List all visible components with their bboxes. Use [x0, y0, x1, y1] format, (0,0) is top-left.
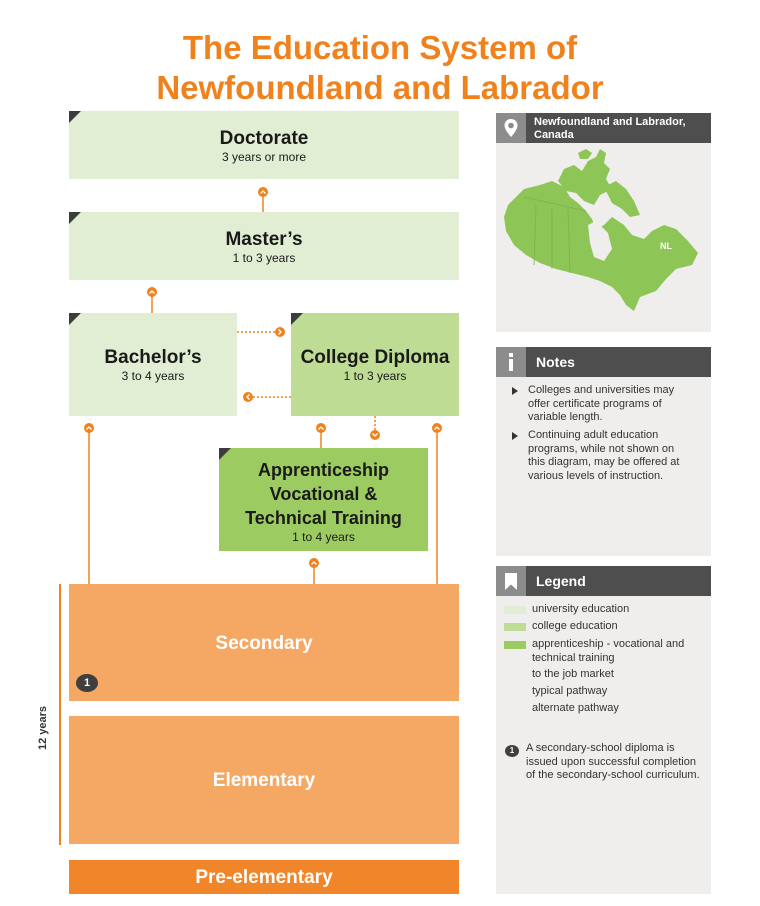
- doctorate-box: [69, 111, 459, 179]
- apprenticeship-name-1: Apprenticeship: [257, 460, 390, 480]
- note-2-line-2: programs, while not shown on: [528, 442, 675, 455]
- apprenticeship-duration: 1 to 4 years: [292, 530, 355, 544]
- job-market-icon: [291, 313, 303, 325]
- apprenticeship-box: [219, 448, 428, 551]
- footnote-line-3: of the secondary-school curriculum.: [526, 769, 700, 781]
- title-line-1: The Education System of: [182, 29, 578, 66]
- bachelors-duration: 3 to 4 years: [121, 369, 185, 383]
- note-1-line-2: offer certificate programs of: [528, 397, 662, 410]
- marker-college-alt: [275, 327, 285, 337]
- job-market-icon: [69, 212, 81, 224]
- bachelors-name: Bachelor’s: [104, 347, 202, 368]
- secondary-box: [69, 584, 459, 701]
- pre-elementary-name: Pre-elementary: [195, 867, 333, 888]
- doctorate-name: Doctorate: [219, 128, 309, 149]
- legend-title: Legend: [536, 573, 586, 589]
- canada-map: [500, 145, 708, 317]
- masters-box: [69, 212, 459, 280]
- legend-panel-header: [496, 566, 711, 596]
- note-item: [512, 384, 697, 425]
- legend-label: typical pathway: [532, 685, 608, 697]
- legend-label: to the job market: [532, 668, 614, 680]
- marker-masters: [147, 287, 157, 297]
- marker-college-from-app: [316, 423, 326, 433]
- footnote-line-1: A secondary-school diploma is: [526, 742, 675, 754]
- university-swatch: [504, 606, 526, 614]
- baffin-shape: [604, 181, 640, 217]
- college-diploma-box: [291, 313, 459, 416]
- info-icon: [496, 347, 526, 377]
- legend-label-line-2: technical training: [532, 652, 615, 664]
- apprenticeship-swatch: [504, 641, 526, 649]
- job-market-icon: [69, 111, 81, 123]
- note-1-line-1: Colleges and universities may: [528, 384, 675, 396]
- marker-college-right: [432, 423, 442, 433]
- job-market-icon: [69, 313, 81, 325]
- legend-label: university education: [532, 603, 630, 615]
- college-name: College Diploma: [300, 347, 450, 368]
- legend-label: college education: [532, 620, 618, 632]
- note-2-line-1: Continuing adult education: [528, 429, 659, 441]
- location-pin-icon: [496, 113, 526, 143]
- secondary-name: Secondary: [215, 633, 313, 654]
- marker-apprenticeship: [309, 558, 319, 568]
- map-panel-header: [496, 113, 711, 143]
- footnote-line-2: issued upon successful completion: [526, 755, 696, 768]
- marker-bachelors-alt: [243, 392, 253, 402]
- bookmark-icon: [496, 566, 526, 596]
- map-label: NL: [660, 241, 672, 251]
- marker-bachelors-left: [84, 423, 94, 433]
- note-2-line-4: various levels of instruction.: [528, 469, 664, 482]
- footnote-badge-number: 1: [509, 746, 515, 755]
- legend-label-line-1: apprenticeship - vocational and: [532, 638, 685, 650]
- apprenticeship-name-3: Technical Training: [245, 508, 402, 528]
- bullet-triangle-icon: [512, 387, 518, 395]
- notes-title: Notes: [536, 354, 575, 370]
- footnote-badge-icon: [505, 745, 519, 757]
- title-line-2: Newfoundland and Labrador: [156, 69, 604, 106]
- legend-label: alternate pathway: [532, 702, 619, 714]
- apprenticeship-name-2: Vocational &: [269, 484, 378, 504]
- legend-footnote: [526, 742, 711, 783]
- bullet-triangle-icon: [512, 432, 518, 440]
- map-title-line-2: Canada: [534, 129, 574, 141]
- note-2-line-3: this diagram, may be offered at: [528, 456, 680, 468]
- note-1-line-3: variable length.: [528, 411, 603, 423]
- map-title-line-1: Newfoundland and Labrador,: [534, 116, 686, 128]
- page-title: [0, 28, 760, 108]
- note-item: [512, 429, 697, 483]
- years-label-text: 12 years: [37, 705, 49, 751]
- years-label: [28, 703, 58, 753]
- notes-panel-header: [496, 347, 711, 377]
- footnote-badge-icon: [76, 674, 98, 692]
- footnote-badge-number: 1: [83, 677, 91, 689]
- arctic-islands-shape-2: [578, 149, 592, 159]
- masters-duration: 1 to 3 years: [232, 251, 296, 265]
- marker-doctorate: [258, 187, 268, 197]
- job-market-icon: [219, 448, 231, 460]
- elementary-box: [69, 716, 459, 844]
- pre-elementary-box: [69, 860, 459, 894]
- bachelors-box: [69, 313, 237, 416]
- college-swatch: [504, 623, 526, 631]
- masters-name: Master’s: [225, 229, 303, 250]
- elementary-name: Elementary: [212, 770, 316, 791]
- legend-panel: [496, 566, 711, 894]
- college-duration: 1 to 3 years: [343, 369, 407, 383]
- marker-apprenticeship-alt: [370, 430, 380, 440]
- doctorate-duration: 3 years or more: [221, 150, 307, 164]
